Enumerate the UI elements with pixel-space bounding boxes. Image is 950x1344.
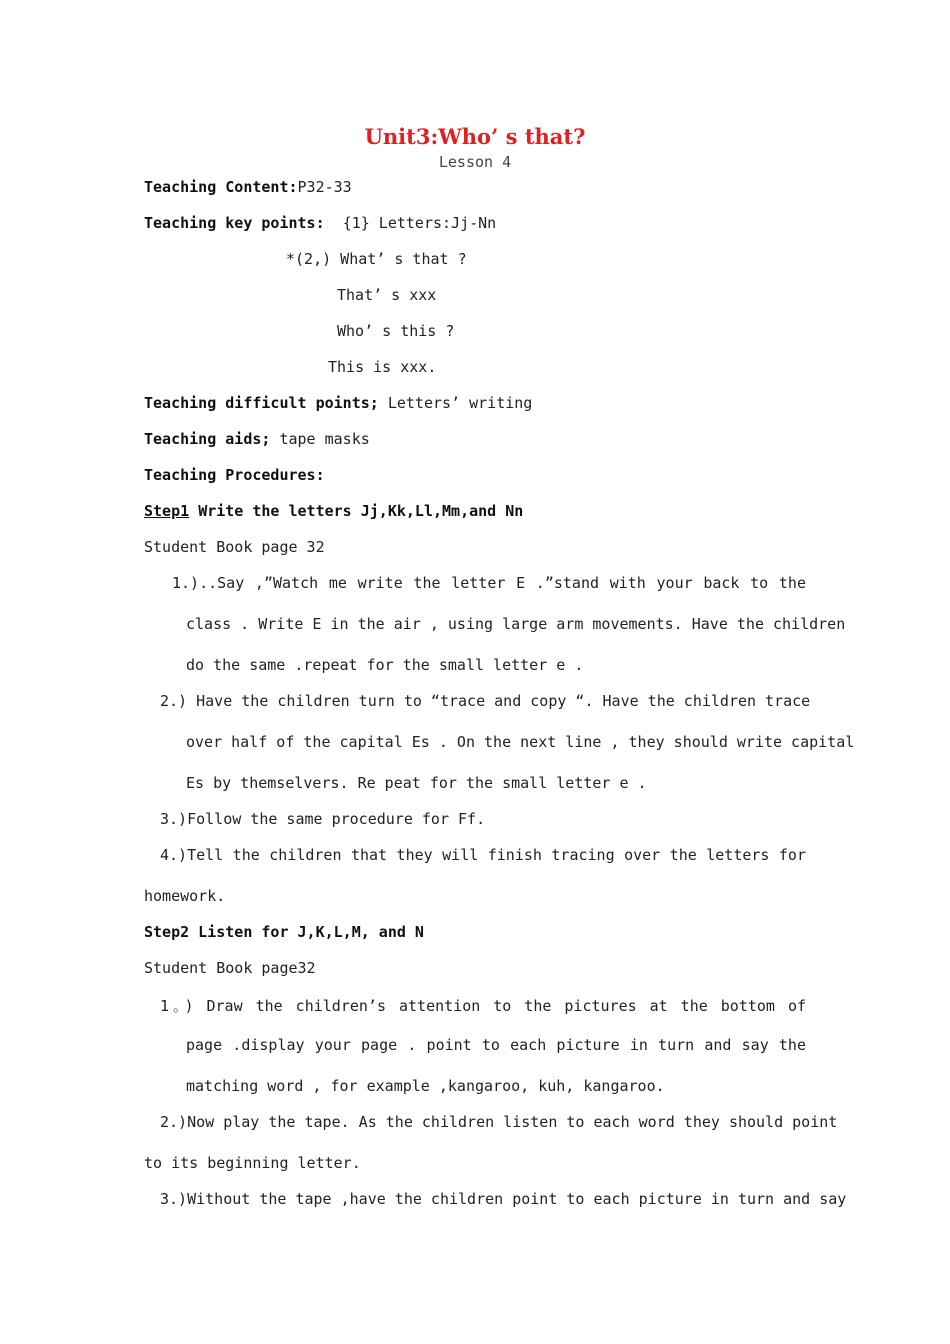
teaching-aids-value: tape masks [279, 430, 370, 448]
step2-heading: Step2 Listen for J,K,L,M, and N [144, 923, 424, 941]
paragraph-line: page .display your page . point to each picture in turn and say the [186, 1036, 806, 1054]
step1-heading [144, 502, 523, 520]
key-point-item: {1} Letters:Jj-Nn [342, 214, 497, 232]
teaching-aids [144, 430, 370, 448]
difficult-points [144, 394, 532, 412]
step2-book-ref: Student Book page32 [144, 959, 316, 977]
page-title: Unit3:Who’ s that? [364, 124, 586, 149]
paragraph-line: 1。) Draw the children’s attention to the pictures at the bottom of [160, 997, 806, 1015]
step1-prefix: Step1 [144, 502, 190, 520]
lesson-subtitle: Lesson 4 [438, 153, 512, 171]
paragraph-line: 4.)Tell the children that they will finish tracing over the letters for [160, 846, 806, 864]
teaching-content-label: Teaching Content: [144, 178, 298, 196]
paragraph-line: do the same .repeat for the small letter e . [186, 656, 584, 674]
paragraph-line: 2.)Now play the tape. As the children listen to each word they should point [160, 1113, 838, 1131]
teaching-aids-label: Teaching aids; [144, 430, 271, 448]
paragraph-line: homework. [144, 887, 226, 905]
procedures-heading: Teaching Procedures: [144, 466, 325, 484]
paragraph-line: 3.)Follow the same procedure for Ff. [160, 810, 486, 828]
key-point-item: That’ s xxx [337, 286, 437, 304]
key-points [144, 214, 496, 232]
paragraph-line: class . Write E in the air , using large arm movements. Have the children [186, 615, 846, 633]
teaching-content-value: P32-33 [297, 178, 352, 196]
key-point-item: Who’ s this ? [337, 322, 455, 340]
key-point-item: *(2,) What’ s that ? [286, 250, 467, 268]
step1-title: Write the letters Jj,Kk,Ll,Mm,and Nn [198, 502, 524, 520]
paragraph-line: to its beginning letter. [144, 1154, 361, 1172]
paragraph-line: matching word , for example ,kangaroo, kuh, kangaroo. [186, 1077, 665, 1095]
paragraph-line: Es by themselvers. Re peat for the small letter e . [186, 774, 647, 792]
paragraph-line: 1.)..Say ,”Watch me write the letter E .”stand with your back to the [172, 574, 806, 592]
key-points-label: Teaching key points: [144, 214, 325, 232]
teaching-content [144, 178, 352, 196]
paragraph-line: 2.) Have the children turn to “trace and copy “. Have the children trace [160, 692, 811, 710]
key-point-item: This is xxx. [328, 358, 437, 376]
difficult-points-label: Teaching difficult points; [144, 394, 379, 412]
paragraph-line: 3.)Without the tape ,have the children point to each picture in turn and say [160, 1190, 847, 1208]
difficult-points-value: Letters’ writing [387, 394, 533, 412]
paragraph-line: over half of the capital Es . On the next line , they should write capital [186, 733, 855, 751]
step1-book-ref: Student Book page 32 [144, 538, 325, 556]
